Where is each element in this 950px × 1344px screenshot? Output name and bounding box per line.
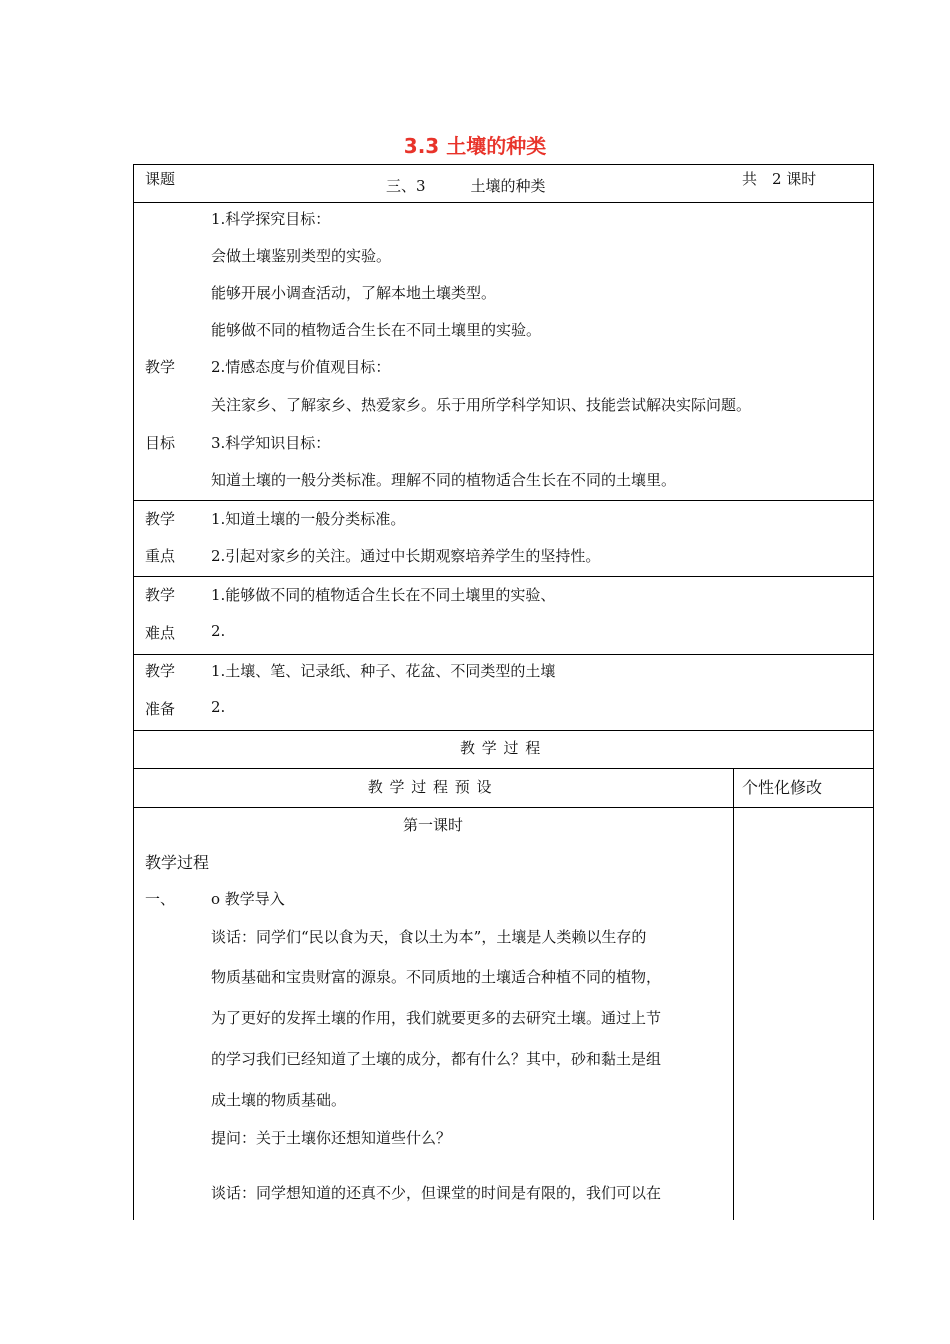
- objective-line: 知道土壤的一般分类标准。理解不同的植物适合生长在不同的土壤里。: [211, 471, 677, 489]
- process-preset-heading: 教学过程预设: [367, 778, 499, 796]
- lesson-line: 物质基础和宝贵财富的源泉。不同质地的土壤适合种植不同的植物，: [211, 968, 662, 986]
- key-point-line: 1.知道土壤的一般分类标准。: [211, 510, 406, 528]
- lesson-heading: 第一课时: [402, 816, 463, 834]
- difficulty-line: 2.: [211, 622, 226, 640]
- objective-line: 1.科学探究目标：: [211, 210, 331, 228]
- key-point-line: 2.引起对家乡的关注。通过中长期观察培养学生的坚持性。: [211, 547, 601, 565]
- section-title: o 教学导入: [211, 890, 285, 908]
- preparation-line: 1.土壤、笔、记录纸、种子、花盆、不同类型的土壤: [211, 662, 556, 680]
- lesson-line: 谈话：同学们“民以食为天，食以土为本”，土壤是人类赖以生存的: [211, 928, 647, 946]
- lesson-line: 为了更好的发挥土壤的作用，我们就要更多的去研究土壤。通过上节: [211, 1009, 662, 1027]
- difficulties-label-1: 教学: [145, 586, 176, 604]
- lesson-line: 提问：关于土壤你还想知道些什么？: [211, 1129, 452, 1147]
- objective-line: 能够开展小调查活动，了解本地土壤类型。: [211, 284, 497, 302]
- objective-line: 会做土壤鉴别类型的实验。: [211, 247, 392, 265]
- lesson-line: 的学习我们已经知道了土壤的成分，都有什么？其中，砂和黏土是组: [211, 1050, 662, 1068]
- document-title: 3.3 土壤的种类: [403, 134, 547, 158]
- key-points-label-2: 重点: [145, 547, 176, 565]
- section-number: 一、: [145, 890, 176, 908]
- lesson-line: 谈话：同学想知道的还真不少，但课堂的时间是有限的，我们可以在: [211, 1184, 662, 1202]
- topic-label: 课题: [145, 170, 176, 188]
- objective-line: 关注家乡、了解家乡、热爱家乡。乐于用所学科学知识、技能尝试解决实际问题。: [211, 396, 752, 414]
- preparation-label-1: 教学: [145, 662, 176, 680]
- objective-line: 3.科学知识目标：: [211, 434, 331, 452]
- preparation-line: 2.: [211, 698, 226, 716]
- objectives-label-2: 目标: [145, 434, 176, 452]
- difficulty-line: 1.能够做不同的植物适合生长在不同土壤里的实验、: [211, 586, 556, 604]
- objectives-label-1: 教学: [145, 358, 176, 376]
- lesson-line: 成土壤的物质基础。: [211, 1091, 347, 1109]
- process-heading: 教学过程: [459, 739, 547, 757]
- topic-value: 三、3 土壤的种类: [386, 177, 546, 195]
- objective-line: 能够做不同的植物适合生长在不同土壤里的实验。: [211, 321, 542, 339]
- process-label: 教学过程: [145, 853, 210, 872]
- preparation-label-2: 准备: [145, 700, 176, 718]
- key-points-label-1: 教学: [145, 510, 176, 528]
- objective-line: 2.情感态度与价值观目标：: [211, 358, 391, 376]
- difficulties-label-2: 难点: [145, 624, 176, 642]
- lesson-hours: 共 2 课时: [742, 170, 817, 188]
- personal-edit-heading: 个性化修改: [742, 778, 823, 797]
